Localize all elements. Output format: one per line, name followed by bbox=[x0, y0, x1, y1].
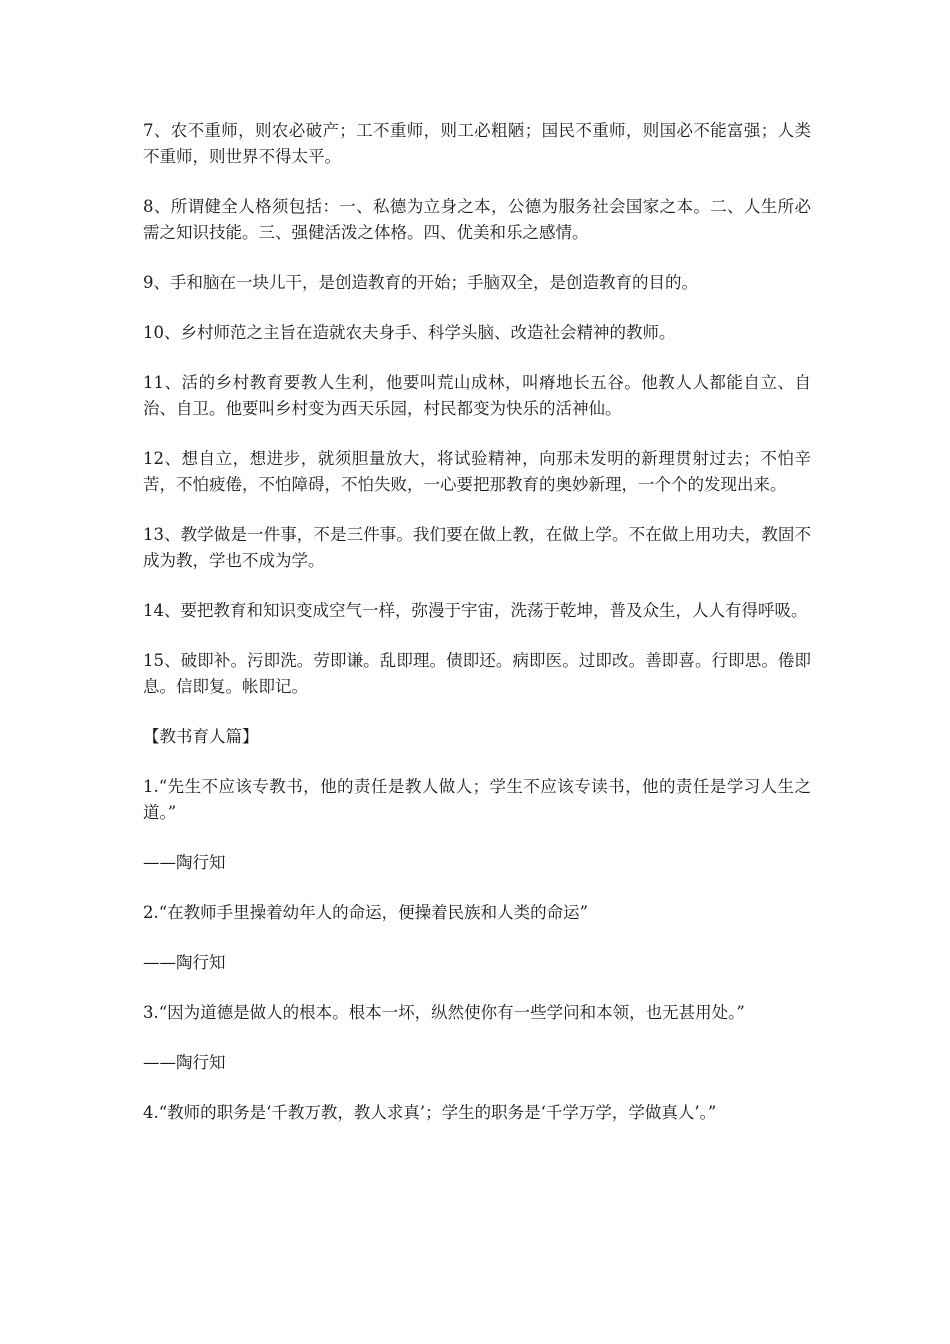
quote-attribution: ——陶行知 bbox=[143, 1053, 226, 1072]
quote-attribution: ——陶行知 bbox=[143, 853, 226, 872]
quote-paragraph-15: 15、破即补。污即洗。劳即谦。乱即理。债即还。病即医。过即改。善即喜。行即思。倦即息。信即复。帐即记。 bbox=[143, 651, 811, 696]
quote-paragraph-11: 11、活的乡村教育要教人生利，他要叫荒山成林，叫瘠地长五谷。他教人人都能自立、自治、自卫。他要叫乡村变为西天乐园，村民都变为快乐的活神仙。 bbox=[143, 373, 811, 418]
teaching-quote-1: 1.“先生不应该专教书，他的责任是教人做人；学生不应该专读书，他的责任是学习人生之道。” bbox=[143, 777, 811, 822]
quote-paragraph-8: 8、所谓健全人格须包括：一、私德为立身之本，公德为服务社会国家之本。二、人生所必需之知识技能。三、强健活泼之体格。四、优美和乐之感情。 bbox=[143, 197, 811, 242]
section-heading: 【教书育人篇】 bbox=[143, 727, 259, 746]
quote-attribution: ——陶行知 bbox=[143, 953, 226, 972]
teaching-quote-4: 4.“教师的职务是‘千教万教，教人求真’；学生的职务是‘千学万学，学做真人’。” bbox=[143, 1103, 717, 1122]
quote-paragraph-9: 9、手和脑在一块儿干，是创造教育的开始；手脑双全，是创造教育的目的。 bbox=[143, 273, 698, 292]
quote-paragraph-14: 14、要把教育和知识变成空气一样，弥漫于宇宙，洗荡于乾坤，普及众生，人人有得呼吸。 bbox=[143, 601, 808, 620]
quote-paragraph-7: 7、农不重师，则农必破产；工不重师，则工必粗陋；国民不重师，则国必不能富强；人类不重师，则世界不得太平。 bbox=[143, 121, 811, 166]
document-body bbox=[143, 118, 811, 1150]
quote-paragraph-10: 10、乡村师范之主旨在造就农夫身手、科学头脑、改造社会精神的教师。 bbox=[143, 323, 676, 342]
quote-paragraph-12: 12、想自立，想进步，就须胆量放大，将试验精神，向那未发明的新理贯射过去；不怕辛苦，不怕疲倦，不怕障碍，不怕失败，一心要把那教育的奥妙新理，一个个的发现出来。 bbox=[143, 449, 811, 494]
teaching-quote-2: 2.“在教师手里操着幼年人的命运，便操着民族和人类的命运” bbox=[143, 903, 589, 922]
teaching-quote-3: 3.“因为道德是做人的根本。根本一坏，纵然使你有一些学问和本领，也无甚用处。” bbox=[143, 1003, 745, 1022]
quote-paragraph-13: 13、教学做是一件事，不是三件事。我们要在做上教，在做上学。不在做上用功夫，教固不成为教，学也不成为学。 bbox=[143, 525, 811, 570]
